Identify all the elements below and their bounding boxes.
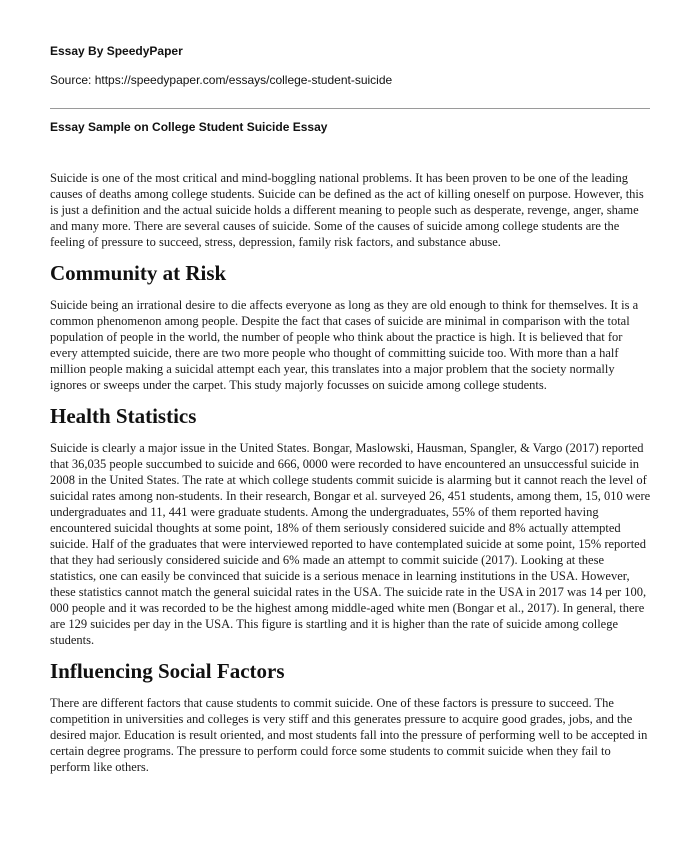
section-paragraph-community-at-risk: Suicide being an irrational desire to die affects everyone as long as they are old enough to think for themselves. It is a common phenomenon among people. Despite the fact that cases of suicide are minimal in comparison with the total population of people in the world, the number of people who think about the practice is high. It is believed that for every attempted suicide, there are two more people who thought of committing suicide too. With more than a half million people making a suicidal attempt each year, this translates into a major problem that the society normally ignores or sweeps under the carpet. This study majorly focusses on suicide among college students. (50, 298, 639, 392)
section-heading-health-statistics: Health Statistics (50, 404, 197, 428)
brand-line: Essay By SpeedyPaper (50, 44, 183, 58)
document-title: Essay Sample on College Student Suicide Essay (50, 120, 328, 134)
source-line: Source: https://speedypaper.com/essays/college-student-suicide (50, 73, 393, 87)
section-paragraph-influencing-social-factors: There are different factors that cause students to commit suicide. One of these factors is pressure to succeed. The competition in universities and colleges is very stiff and this generates pressure to acquire good grades, jobs, and the desired major. Education is result oriented, and most students fall into the pressure of performing well to be accepted in certain degree programs. The pressure to perform could force some students to commit suicide when they fail to perform like others. (50, 696, 648, 774)
essay-body (50, 170, 653, 786)
intro-paragraph: Suicide is one of the most critical and mind-boggling national problems. It has been proven to be one of the leading causes of deaths among college students. Suicide can be defined as the act of killing oneself on purpose. However, this is just a definition and the actual suicide holds a different meaning to people such as desperate, revenge, anger, shame and many more. There are several causes of suicide. Some of the causes of suicide among college students are the feeling of pressure to succeed, stress, depression, family risk factors, and substance abuse. (50, 171, 644, 249)
header-divider (50, 108, 650, 109)
section-heading-community-at-risk: Community at Risk (50, 261, 227, 285)
section-heading-influencing-social-factors: Influencing Social Factors (50, 659, 285, 683)
section-paragraph-health-statistics: Suicide is clearly a major issue in the United States. Bongar, Maslowski, Hausman, Spangler, & Vargo (2017) reported that 36,035 people succumbed to suicide and 666, 0000 were recorded to have encountered an unsuccessful suicide in 2008 in the United States. The rate at which college students commit suicide is alarming but it cannot reach the level of suicidal rates among non-students. In their research, Bongar et al. surveyed 26, 451 students, among them, 15, 010 were undergraduates and 11, 441 were graduate students. Among the undergraduates, 55% of them reported having encountered suicidal thoughts at some point, 18% of them seriously considered suicide and 8% actually attempted suicide. Half of the graduates that were interviewed reported to have contemplated suicide at some point, 15% reported that they had seriously considered suicide and 6% made an attempt to commit suicide (2017). Looking at these statistics, one can easily be convinced that suicide is a serious menace in learning institutions in the USA. However, these statistics cannot match the general suicidal rates in the USA. The suicide rate in the USA in 2017 was 14 per 100, 000 people and it was recorded to be the highest among middle-aged white men (Bongar et al., 2017). In general, there are 129 suicides per day in the USA. This figure is startling and it is higher than the rate of suicide among college students. (50, 441, 651, 647)
